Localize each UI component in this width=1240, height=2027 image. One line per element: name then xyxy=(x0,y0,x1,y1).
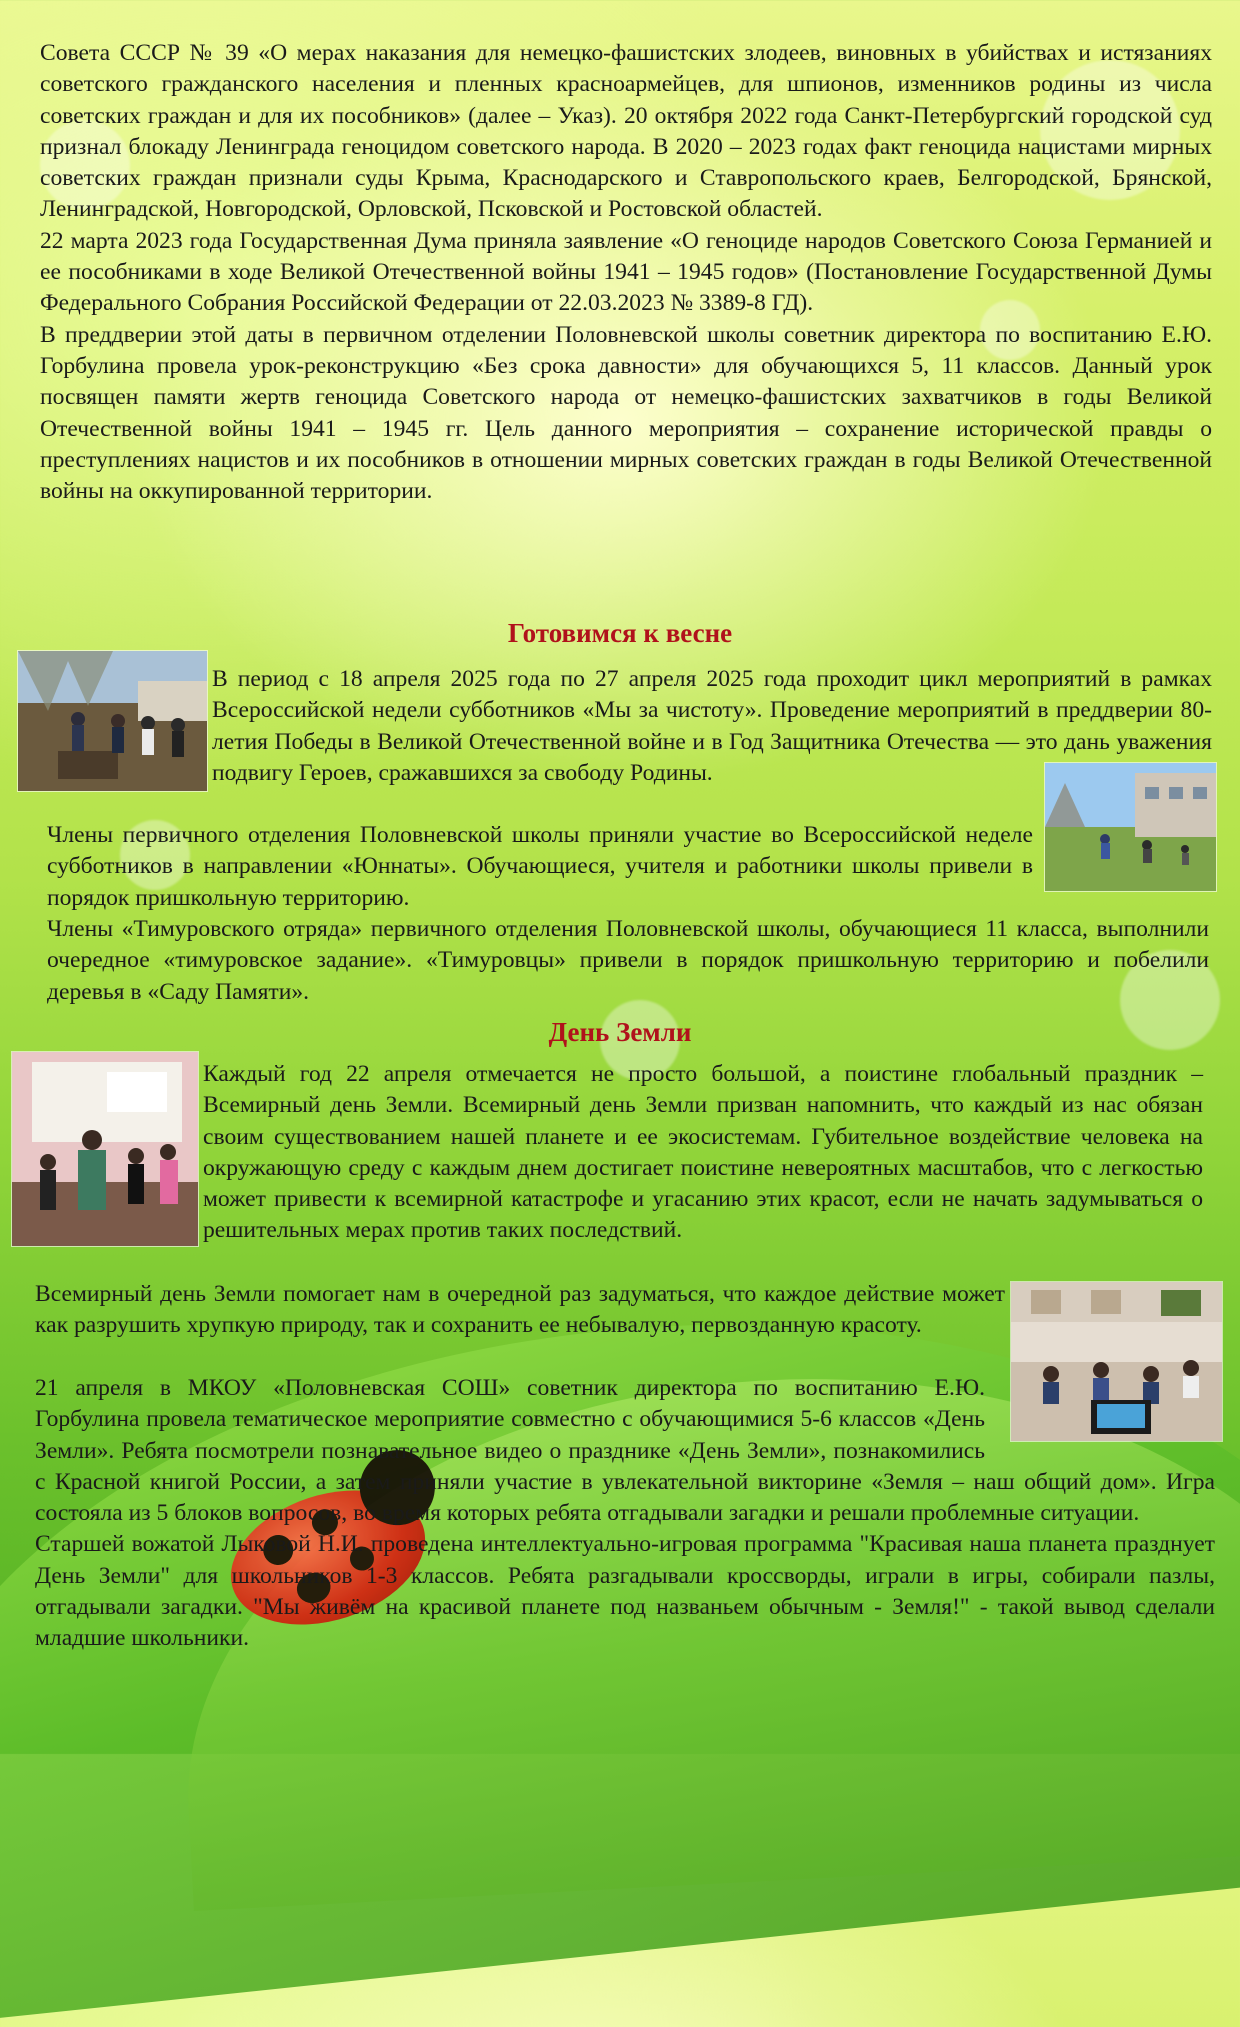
section-heading-earth-day: День Земли xyxy=(548,1017,692,1047)
photo-schoolyard-work xyxy=(1045,763,1216,891)
photo-cleanup-volunteers xyxy=(18,651,207,791)
spring-paragraph-3: Члены «Тимуровского отряда» первичного отделения Половневской школы, обучающиеся 11 класса, выполнили очередное «тимуровское задание». «Тимуровцы» привели в порядок пришкольную территорию и побелили деревья в «Саду Памяти». xyxy=(47,916,1209,1005)
spring-paragraph-1: В период с 18 апреля 2025 года по 27 апреля 2025 года проходит цикл мероприятий в рамках Всероссийской недели субботников «Мы за чистоту». Проведение мероприятий в преддверии 80-летия Победы в Великой Отечественной войне и в Год Защитника Отечества — это дань уважения подвигу Героев, сражавшихся за свободу Родины. xyxy=(212,666,1212,786)
intro-paragraph: 22 марта 2023 года Государственная Дума приняла заявление «О геноциде народов Советского Союза Германией и ее пособниками в ходе Великой Отечественной войны 1941 – 1945 годов» (Постановление Государственной Думы Федерального Собрания Российской Федерации от 22.03.2023 № 3389-8 ГД). xyxy=(40,227,1212,317)
intro-text xyxy=(40,38,1212,507)
photo-classroom-earth-day xyxy=(12,1052,198,1246)
spring-paragraph-2: Члены первичного отделения Половневской школы приняли участие во Всероссийской неделе субботников в направлении «Юннаты». Обучающиеся, учителя и работники школы привели в порядок пришкольную территорию. xyxy=(47,822,1033,911)
intro-paragraph: Совета СССР № 39 «О мерах наказания для немецко-фашистских злодеев, виновных в убийствах и истязаниях советского гражданского населения и пленных красноармейцев, для шпионов, изменников родины из числа советских граждан и для их пособников» (далее – Указ). 20 октября 2022 года Санкт-Петербургский городской суд признал блокаду Ленинграда геноцидом советского народа. В 2020 – 2023 годах факт геноцида нацистами мирных советских граждан признали суды Крыма, Краснодарского и Ставропольского краев, Белгородской, Брянской, Ленинградской, Новгородской, Орловской, Псковской и Ростовской областей. xyxy=(40,40,1212,223)
earth-paragraph-4-text: Старшей вожатой Лыковой Н.И. проведена интеллектуально-игровая программа "Красивая наша планета празднует День Земли" для школьников 1-3 классов. Ребята разгадывали кроссворды, играли в игры, собирали пазлы, отгадывали загадки. "Мы живём на красивой планете под названьем обычным - Земля!" - такой вывод сделали младшие школьники. xyxy=(35,1531,1215,1652)
intro-paragraph: В преддверии этой даты в первичном отделении Половневской школы советник директора по воспитанию Е.Ю. Горбулина провела урок-реконструкцию «Без срока давности» для обучающихся 5, 11 классов. Данный урок посвящен памяти жертв геноцида Советского народа от немецко-фашистских захватчиков в годы Великой Отечественной войны 1941 – 1945 гг. Цель данного мероприятия – сохранение исторической правды о преступлениях нацистов и их пособников в отношении мирных советских граждан в годы Великой Отечественной войны на оккупированной территории. xyxy=(40,321,1212,505)
earth-paragraph-2: Всемирный день Земли помогает нам в очередной раз задуматься, что каждое действие может как разрушить хрупкую природу, так и сохранить ее небывалую, первозданную красоту. xyxy=(35,1281,1005,1339)
float-spacer xyxy=(985,1373,1215,1443)
section-heading-spring: Готовимся к весне xyxy=(507,618,733,648)
earth-paragraph-3 xyxy=(35,1373,1215,1655)
earth-paragraph-3-text: 21 апреля в МКОУ «Половневская СОШ» советник директора по воспитанию Е.Ю. Горбулина провела тематическое мероприятие совместно с обучающимися 5-6 классов «День Земли». Ребята посмотрели познавательное видео о празднике «День Земли», познакомились с Красной книгой России, а затем приняли участие в увлекательной викторине «Земля – наш общий дом». Игра состояла из 5 блоков вопросов, во время которых ребята отгадывали загадки и решали проблемные ситуации. xyxy=(35,1375,1215,1527)
earth-paragraph-1: Каждый год 22 апреля отмечается не просто большой, а поистине глобальный праздник – Всемирный день Земли. Всемирный день Земли призван напомнить, что каждый из нас обязан своим существованием нашей планете и ее экосистемам. Губительное воздействие человека на окружающую среду с каждым днем достигает поистине невероятных масштабов, что с легкостью может привести к всемирной катастрофе и угасанию этих красот, если не начать задумываться о решительных мерах против таких последствий. xyxy=(203,1061,1203,1244)
